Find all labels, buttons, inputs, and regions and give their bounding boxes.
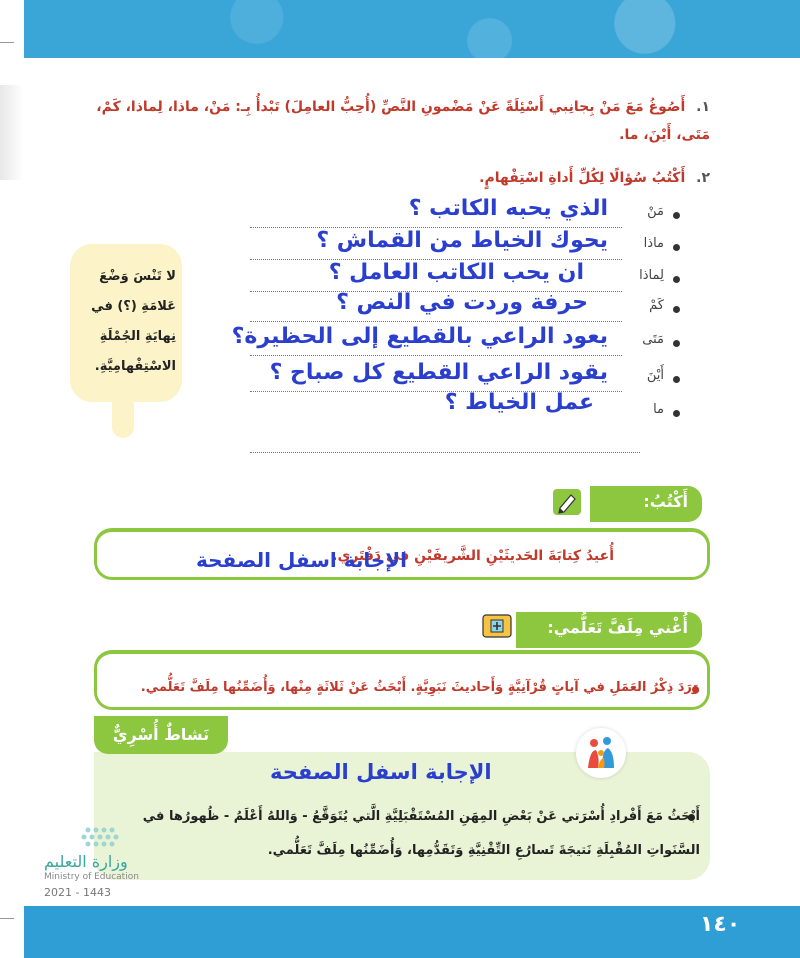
question-1-text: أَصُوغُ مَعَ مَنْ بِجانِبي أَسْئِلَةً عَنْ مَضْمونِ النَّصِّ (أُحِبُّ العامِلَ) تَبْدأُ بِـ: مَنْ، ماذا، لِماذا، كَمْ، مَتَى، أَيْنَ، ما. [96, 99, 710, 143]
bullet-icon [673, 212, 680, 219]
tip-text: لا تَنْسَ وَضْعَ عَلامَةِ (؟) في نِهايَةِ الجُمْلَةِ الاسْتِفْهامِيَّةِ. [91, 269, 176, 374]
crop-mark [0, 42, 14, 43]
write-answer-note: الإجابة اسفل الصفحة [196, 548, 408, 572]
enrich-tab-label: أُغْني مِلَفَّ تَعَلُّمي: [547, 618, 688, 637]
page-number: ١٤٠ [700, 912, 741, 937]
family-activity-text: أَبْحَثُ مَعَ أَفْرادِ أُسْرَتي عَنْ بَعْضِ المِهَنِ المُسْتَقْبَلِيَّةِ الَّتي يُتَوَقَّعُ - وَاللهُ أَعْلَمُ - ظُهورُها في السَّنَواتِ المُقْبِلَةِ نَتيجَةَ تَسارُعِ التِّقْنِيَّةِ وَتَقَدُّمِها، وَأُضَمِّنُها مِلَفَّ تَعَلُّمي. [142, 809, 700, 858]
family-icon [576, 728, 626, 778]
answer-line [250, 321, 622, 322]
question-word: مَتَى [642, 332, 664, 347]
question-2-number: ٢. [696, 170, 710, 186]
enrich-text: وَرَدَ ذِكْرُ العَمَلِ في آياتٍ قُرْآنِيَّةٍ وَأَحاديثَ نَبَوِيَّةٍ. أَبْحَثُ عَنْ ثَلاثَةٍ مِنْها، وَأُضَمِّنُها مِلَفَّ تَعَلُّمي. [140, 680, 700, 695]
question-word: أَيْنَ [646, 368, 664, 383]
list-item [231, 324, 680, 360]
write-tab-label: أَكْتُبُ: [643, 492, 688, 511]
bullet-icon [673, 410, 680, 417]
top-decorative-band [24, 0, 800, 58]
page-edge-shadow [0, 85, 24, 180]
handwritten-answer[interactable]: ان يحب الكاتب العامل ؟ [328, 260, 584, 285]
crop-mark [0, 918, 14, 919]
handwritten-answer[interactable]: يحوك الخياط من القماش ؟ [316, 228, 608, 253]
write-instruction: أُعيدُ كِتابَةَ الحَديثَيْنِ الشَّريفَيْنِ في دَفْتَري. [332, 548, 614, 564]
answer-line [250, 355, 622, 356]
question-1 [90, 93, 710, 149]
family-activity-tab-label: نَشاطٌ أُسْرِيٌّ [112, 725, 210, 744]
family-activity-tab [94, 716, 228, 754]
family-answer-note: الإجابة اسفل الصفحة [270, 760, 492, 784]
handwritten-answer[interactable]: يعود الراعي بالقطيع إلى الحظيرة؟ [231, 324, 608, 349]
pencil-icon [552, 488, 582, 516]
handwritten-answer[interactable]: الذي يحبه الكاتب ؟ [408, 196, 608, 221]
question-2-text: أَكْتُبُ سُؤالًا لِكُلِّ أَداةِ اسْتِفْهامٍ. [479, 170, 686, 186]
write-tab [590, 486, 702, 522]
list-item [250, 390, 680, 430]
question-words-list [231, 196, 680, 458]
bottom-decorative-band [24, 906, 800, 958]
tip-bubble-tail [112, 396, 134, 438]
question-2 [479, 170, 710, 186]
question-word: لِماذا [639, 268, 664, 283]
answer-line [250, 452, 640, 453]
list-item [250, 228, 680, 264]
enrich-tab [516, 612, 702, 648]
learning-file-icon [482, 614, 512, 638]
handwritten-answer[interactable]: عمل الخياط ؟ [444, 390, 594, 415]
bullet-icon [673, 340, 680, 347]
list-item [250, 290, 680, 326]
question-word: كَمْ [649, 298, 664, 313]
question-word: ما [653, 402, 664, 417]
question-word: ماذا [643, 236, 664, 251]
bullet-icon [673, 244, 680, 251]
handwritten-answer[interactable]: يقود الراعي القطيع كل صباح ؟ [269, 360, 608, 385]
family-figures-icon [576, 728, 626, 778]
bullet-icon [673, 376, 680, 383]
handwritten-answer[interactable]: حرفة وردت في النص ؟ [336, 290, 588, 315]
ministry-name-english: Ministry of Education [44, 872, 139, 882]
ministry-name-arabic: وزارة التعليم [44, 852, 128, 871]
question-word: مَنْ [647, 204, 664, 219]
bullet-icon [673, 276, 680, 283]
list-item [250, 196, 680, 232]
question-1-number: ١. [696, 99, 710, 115]
bullet-icon [673, 306, 680, 313]
edition-year: 2021 - 1443 [44, 886, 111, 899]
